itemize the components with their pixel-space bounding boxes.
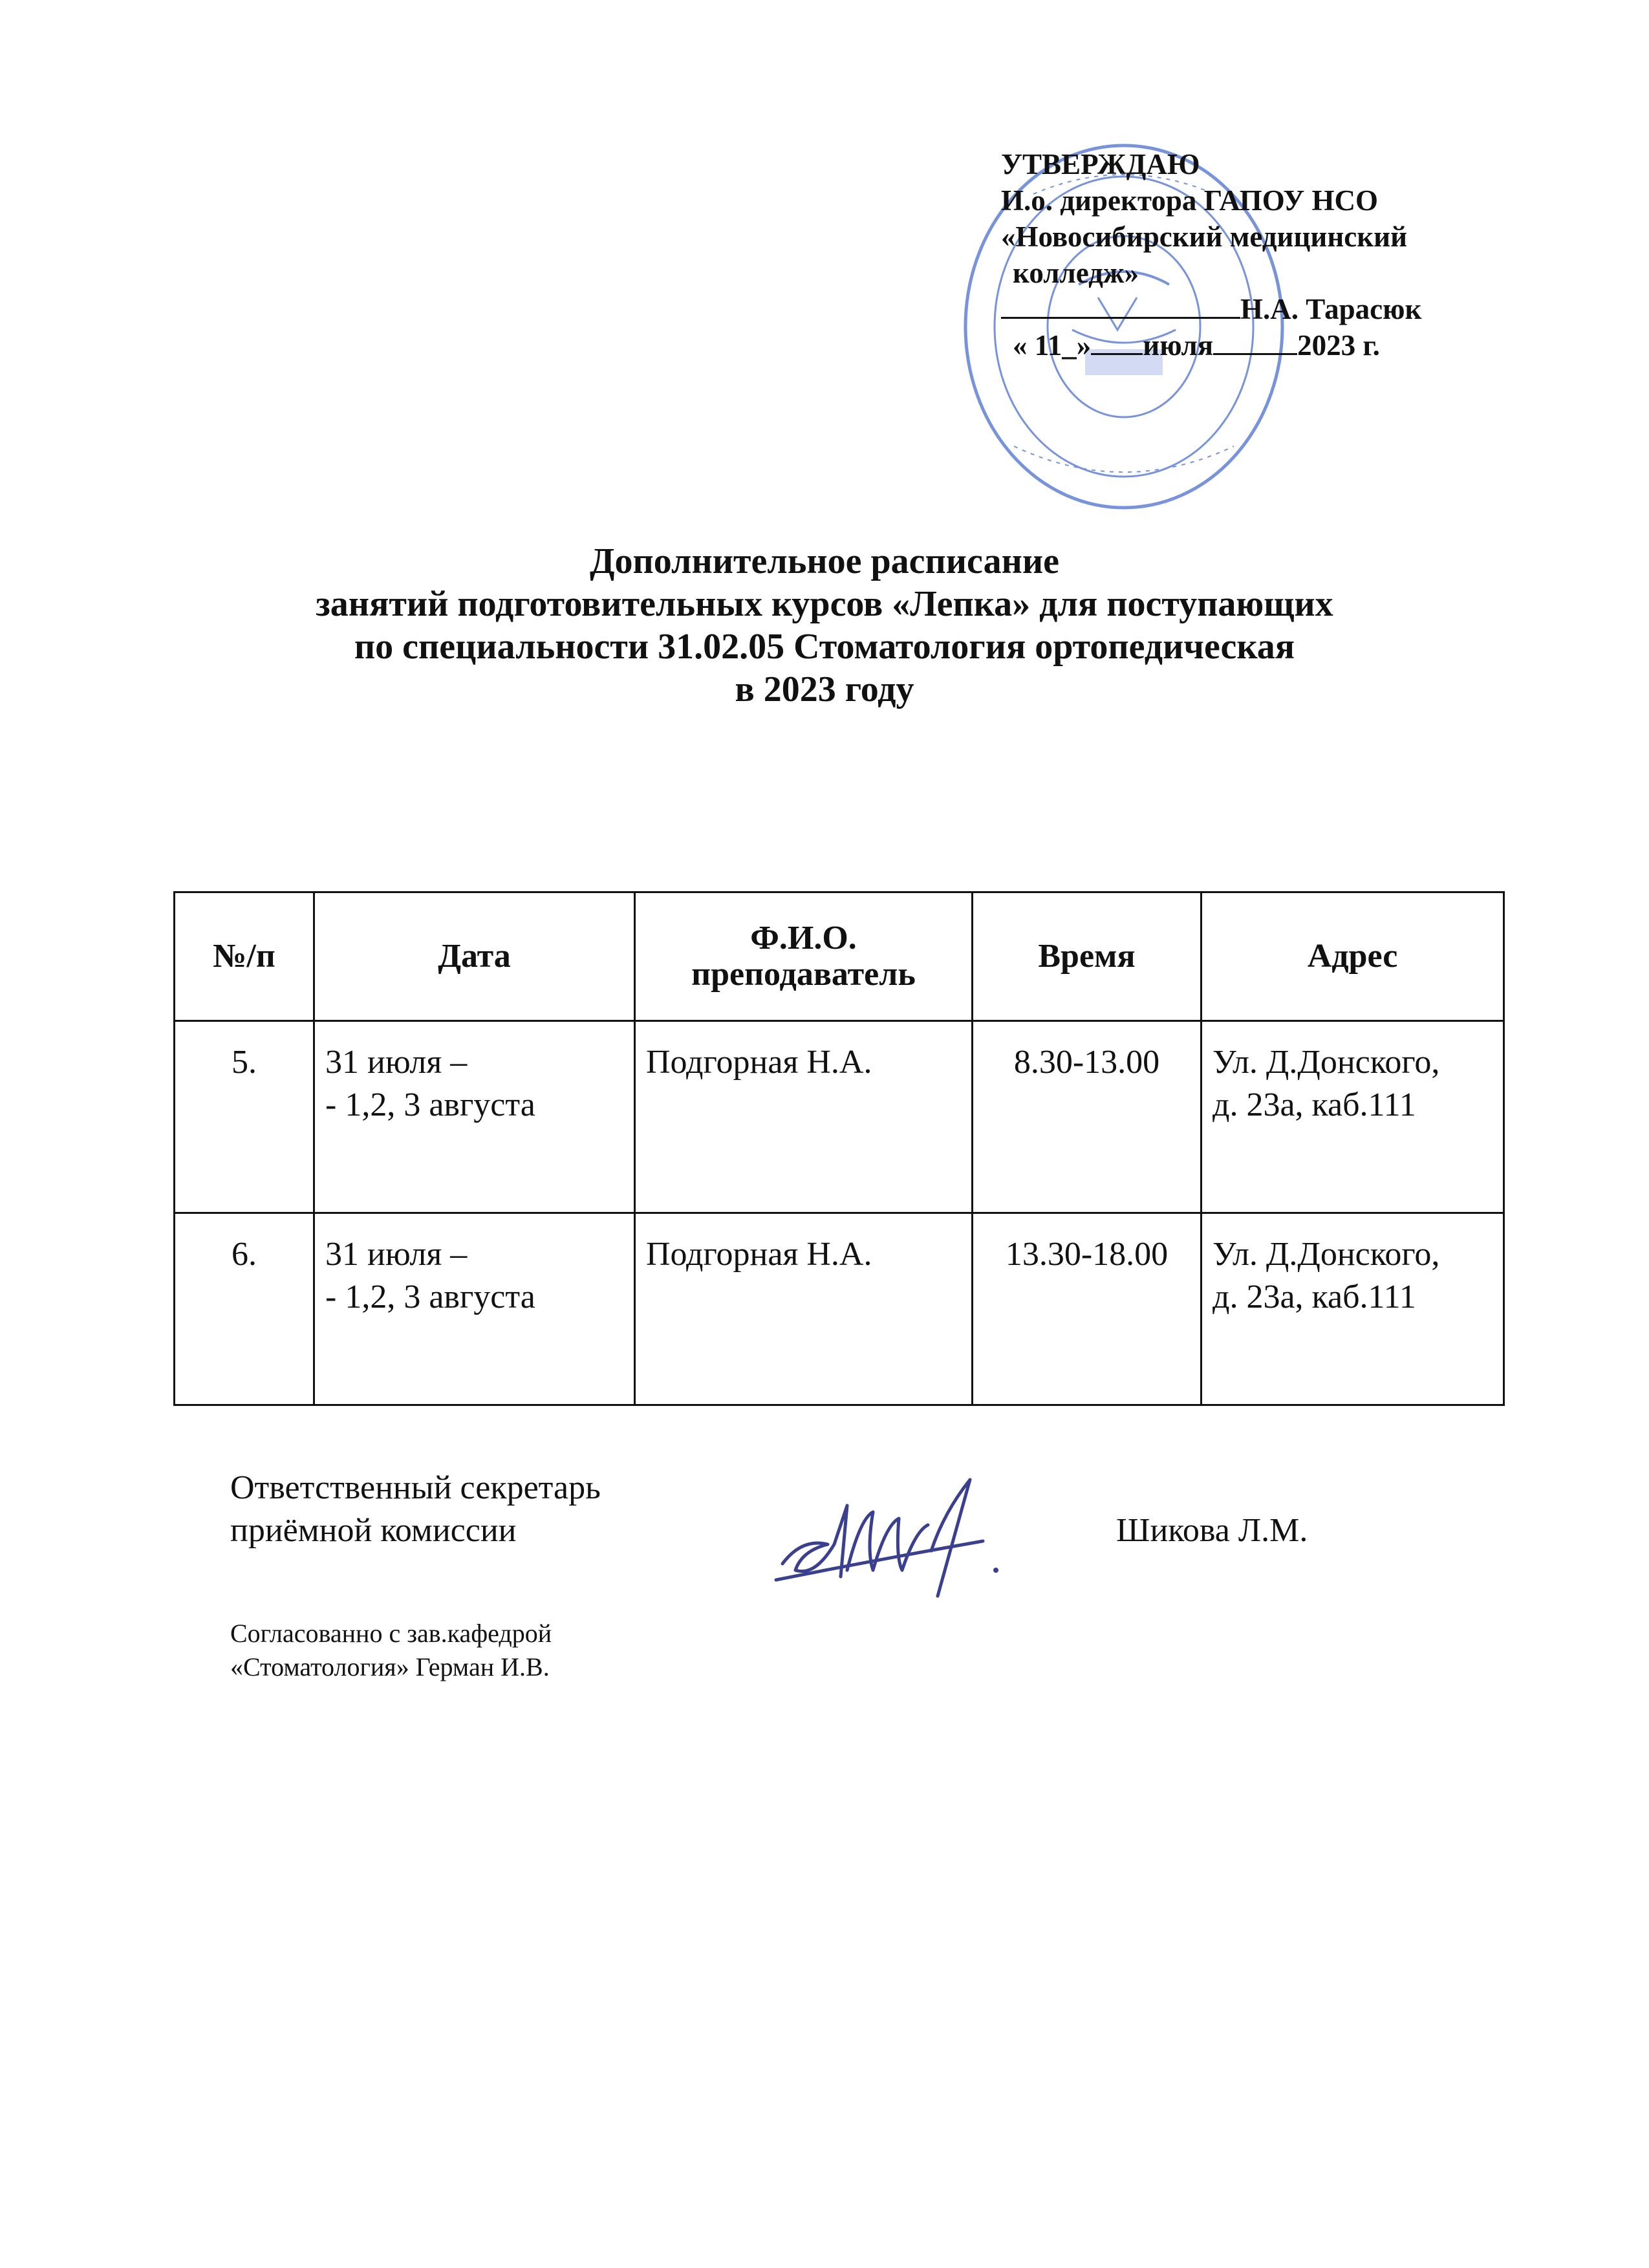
header-teacher <box>635 892 973 1021</box>
approval-signer-line <box>1001 291 1531 327</box>
table-row <box>175 1021 1504 1213</box>
cell-date-line2: - 1,2, 3 августа <box>325 1279 535 1315</box>
date-blank-2 <box>1213 353 1297 355</box>
cell-num: 5. <box>175 1021 314 1213</box>
cell-address <box>1202 1213 1504 1405</box>
header-address: Адрес <box>1202 892 1504 1021</box>
approval-institution-cont <box>1001 255 1531 291</box>
header-teacher-line1: Ф.И.О. <box>750 920 857 956</box>
resp-name: Шикова Л.М. <box>1116 1512 1308 1549</box>
approval-signer: Н.А. Тарасюк <box>1240 293 1422 325</box>
cell-date-line1: 31 июля – <box>325 1236 468 1273</box>
cell-teacher: Подгорная Н.А. <box>635 1213 973 1405</box>
approval-date-day: « 11_» <box>1013 329 1092 362</box>
header-num: №/п <box>175 892 314 1021</box>
agreed-line1: Согласованно с зав.кафедрой <box>230 1619 552 1648</box>
cell-date-line1: 31 июля – <box>325 1044 468 1081</box>
cell-date-line2: - 1,2, 3 августа <box>325 1086 535 1123</box>
signature-blank <box>1001 317 1240 319</box>
cell-date <box>314 1021 635 1213</box>
table-header-row <box>175 892 1504 1021</box>
approval-block <box>1001 146 1531 363</box>
approval-position: И.о. директора ГАПОУ НСО <box>1001 184 1379 217</box>
cell-time: 8.30-13.00 <box>973 1021 1202 1213</box>
agreed-block <box>230 1617 552 1684</box>
agreed-line2: «Стоматология» Герман И.В. <box>230 1652 550 1681</box>
date-blank-1 <box>1091 353 1143 355</box>
cell-address <box>1202 1021 1504 1213</box>
cell-address-line1: Ул. Д.Донского, <box>1212 1044 1440 1081</box>
document-title <box>0 540 1649 711</box>
title-line-4: в 2023 году <box>735 669 914 709</box>
title-line-2: занятий подготовительных курсов «Лепка» для поступающих <box>316 584 1333 624</box>
approval-date-line <box>1001 327 1531 363</box>
approval-heading: УТВЕРЖДАЮ <box>1001 148 1200 180</box>
cell-address-line2: д. 23а, каб.111 <box>1212 1279 1416 1315</box>
schedule-table <box>173 891 1505 1406</box>
resp-title-line1: Ответственный секретарь <box>230 1469 601 1506</box>
header-time: Время <box>973 892 1202 1021</box>
cell-address-line2: д. 23а, каб.111 <box>1212 1086 1416 1123</box>
cell-num: 6. <box>175 1213 314 1405</box>
title-line-1: Дополнительное расписание <box>590 541 1059 581</box>
header-date: Дата <box>314 892 635 1021</box>
approval-date-year: 2023 г. <box>1297 329 1380 362</box>
resp-title-line2: приёмной комиссии <box>230 1512 517 1549</box>
title-line-3: по специальности 31.02.05 Стоматология ортопедическая <box>354 627 1295 667</box>
table-row <box>175 1213 1504 1405</box>
approval-institution-end: колледж» <box>1013 257 1139 289</box>
cell-teacher: Подгорная Н.А. <box>635 1021 973 1213</box>
cell-time: 13.30-18.00 <box>973 1213 1202 1405</box>
approval-institution: «Новосибирский медицинский <box>1001 221 1408 253</box>
cell-address-line1: Ул. Д.Донского, <box>1212 1236 1440 1273</box>
cell-date <box>314 1213 635 1405</box>
header-teacher-line2: преподаватель <box>691 956 916 993</box>
handwritten-signature <box>770 1467 1028 1615</box>
approval-date-month: июля <box>1143 329 1214 362</box>
responsible-secretary-block <box>230 1467 601 1552</box>
